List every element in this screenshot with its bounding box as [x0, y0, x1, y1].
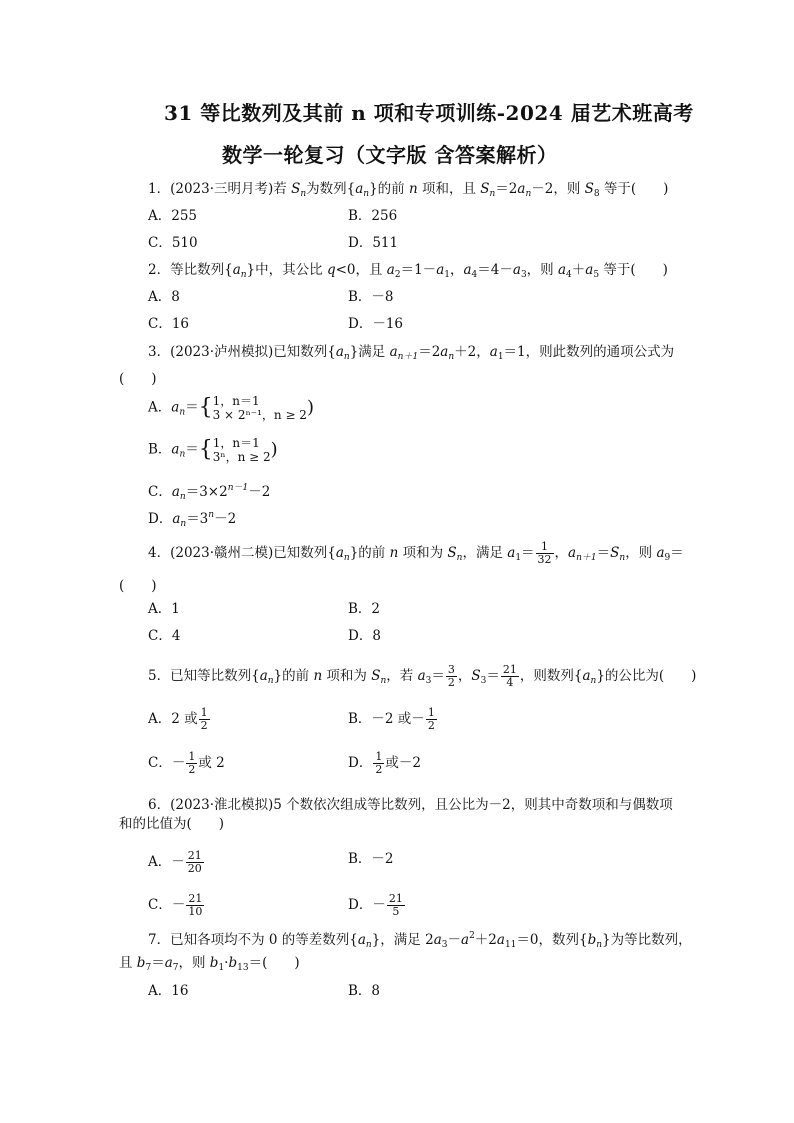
fraction: $\frac{1}{32}$ [537, 540, 552, 566]
question-7-option-b: B．8 [348, 983, 381, 999]
question-3-stem: 3．(2023·泸州模拟)已知数列$\{a_n\}$满足 $a_{n+1}=2a_n+2$，$a_1=1$，则此数列的通项公式为 [148, 344, 675, 362]
question-6-option-a: A．－ $\frac{21}{20}$ [148, 849, 202, 875]
fraction: $\frac{21}{10}$ [188, 892, 203, 918]
question-3-option-b-case-2: 3ⁿ，n ≥ 2 [212, 450, 271, 464]
question-5-option-a: A．2 或 $\frac{1}{2}$ [148, 706, 208, 732]
question-6-stem-line-1: 6．(2023·淮北模拟)5 个数依次组成等比数列，且公比为－2，则其中奇数项和与偶数项 [148, 797, 673, 813]
question-4-option-d: D．8 [348, 628, 381, 644]
question-2-stem: 2．等比数列$\{a_n\}$中，其公比 q<0，且 $a_2=1-a_1$，$a_4=4-a_3$，则 $a_4+a_5$ 等于( ) [148, 262, 668, 280]
fraction: $\frac{1}{2}$ [427, 706, 435, 732]
question-3-option-a-case-1: 1，n＝1 [212, 394, 260, 408]
question-7-stem-line-1: 7．已知各项均不为 0 的等差数列$\{a_n\}$，满足 $2a_3-a^2+2a_{11}=0$，数列$\{b_n\}$为等比数列， [148, 931, 692, 950]
question-6-stem-line-2: 和的比值为( ) [119, 816, 225, 832]
question-2-option-b: B．－8 [348, 289, 394, 305]
fraction: $\frac{1}{2}$ [200, 706, 208, 732]
fraction: $\frac{21}{4}$ [502, 663, 517, 689]
fraction: $\frac{1}{2}$ [375, 750, 383, 776]
question-4-option-a: A．1 [148, 601, 180, 617]
question-3-option-c: C．$a_n=3\times 2^{n-1}-2$ [148, 483, 271, 502]
question-3-option-d: D．$a_n=3^n-2$ [148, 510, 237, 529]
question-1-option-a: A．255 [148, 208, 198, 224]
question-5-option-c: C．－ $\frac{1}{2}$ 或 2 [148, 750, 225, 776]
question-3-option-b: B．$a_n=${ 1，n＝1 3ⁿ，n ≥ 2 ) [148, 436, 278, 464]
question-5-option-b: B．－2 或－ $\frac{1}{2}$ [348, 706, 435, 732]
fraction: $\frac{21}{20}$ [187, 849, 202, 875]
question-6-option-b: B．－2 [348, 851, 394, 867]
question-7-stem-line-2: 且 $b_7=a_7$，则 $b_1\cdot b_{13}=$( ) [119, 955, 300, 973]
question-1-option-c: C．510 [148, 235, 198, 251]
question-3-option-b-case-1: 1，n＝1 [212, 436, 260, 450]
fraction: $\frac{3}{2}$ [447, 663, 455, 689]
question-1-option-b: B．256 [348, 208, 398, 224]
question-4-option-c: C．4 [148, 628, 181, 644]
question-2-option-d: D．－16 [348, 316, 404, 332]
question-6-option-c: C．－ $\frac{21}{10}$ [148, 892, 203, 918]
page-title-line-1: 31 等比数列及其前 n 项和专项训练-2024 届艺术班高考 [164, 101, 694, 125]
question-6-option-d: D．－ $\frac{21}{5}$ [348, 892, 403, 918]
question-4-stem: 4．(2023·赣州二模)已知数列$\{a_n\}$的前 n 项和为 $S_n$，满足 $a_1=$ $\frac{1}{32}$ ，$a_{n+1}=S_n$，则 $a_9=$ [148, 540, 684, 566]
question-3-answer-blank: ( ) [119, 371, 157, 387]
question-7-option-a: A．16 [148, 983, 189, 999]
fraction: $\frac{21}{5}$ [388, 892, 403, 918]
question-2-option-c: C．16 [148, 316, 190, 332]
question-2-option-a: A．8 [148, 289, 180, 305]
question-1-stem: 1．(2023·三明月考)若 $S_n$为数列$\{a_n\}$的前 n 项和，且 $S_n=2a_n-2$，则 $S_8$ 等于( ) [148, 181, 669, 199]
question-1-option-d: D．511 [348, 235, 399, 251]
question-4-option-b: B．2 [348, 601, 381, 617]
question-3-option-a-case-2: 3 × 2ⁿ⁻¹，n ≥ 2 [212, 408, 307, 422]
question-4-answer-blank: ( ) [119, 578, 157, 594]
fraction: $\frac{1}{2}$ [188, 750, 196, 776]
question-5-option-d: D． $\frac{1}{2}$ 或－2 [348, 750, 421, 776]
question-5-stem: 5．已知等比数列$\{a_n\}$的前 n 项和为 $S_n$，若 $a_3=$ $\frac{3}{2}$ ，$S_3=$ $\frac{21}{4}$ ，则数列$\{a_n\}$的公比为( ) [148, 663, 697, 689]
question-3-option-a: A．$a_n=${ 1，n＝1 3 × 2ⁿ⁻¹，n ≥ 2 ) [148, 394, 314, 422]
page-title-line-2: 数学一轮复习（文字版 含答案解析） [222, 143, 558, 167]
